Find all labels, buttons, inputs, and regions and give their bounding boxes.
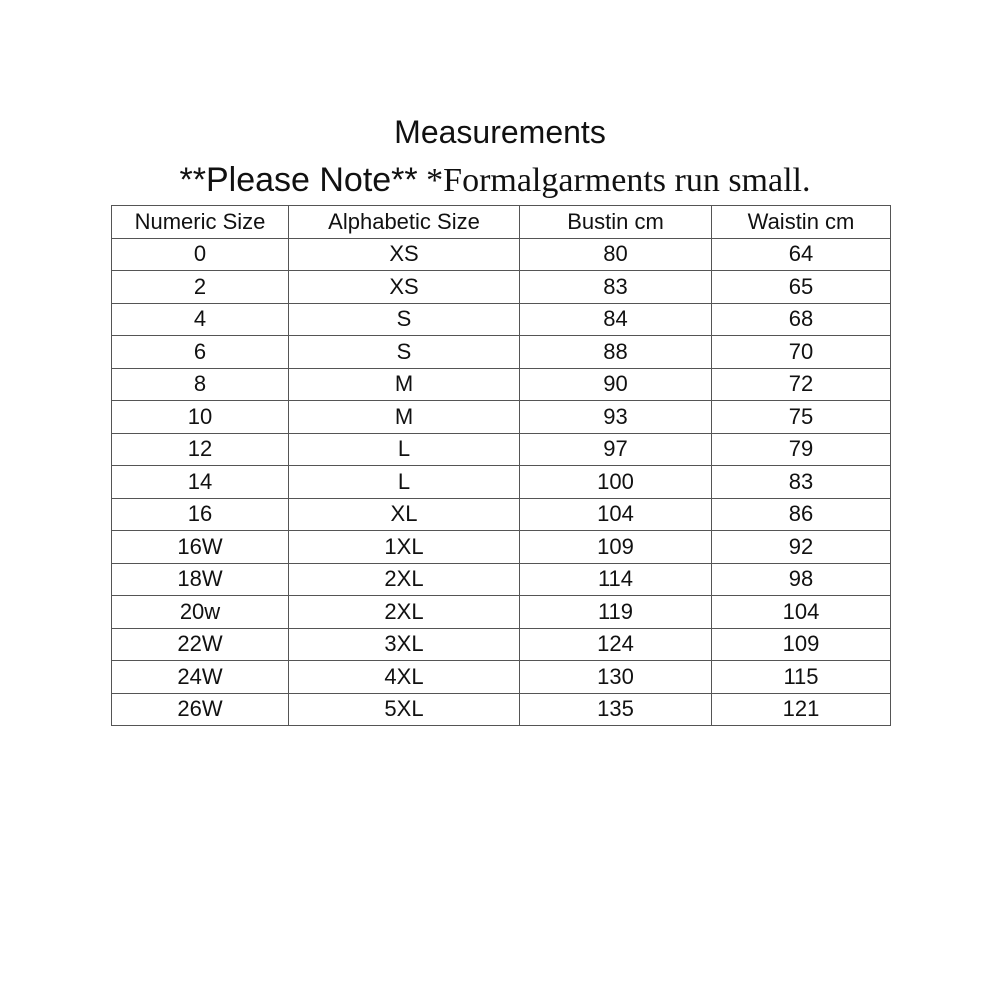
cell-alphabetic-size: L	[289, 466, 520, 499]
cell-bust-cm: 135	[520, 693, 712, 726]
cell-numeric-size: 18W	[112, 563, 289, 596]
cell-bust-cm: 80	[520, 238, 712, 271]
cell-alphabetic-size: 5XL	[289, 693, 520, 726]
header-row	[112, 206, 891, 239]
cell-waist-cm: 115	[712, 661, 891, 694]
cell-numeric-size: 24W	[112, 661, 289, 694]
cell-numeric-size: 12	[112, 433, 289, 466]
cell-bust-cm: 119	[520, 596, 712, 629]
cell-numeric-size: 4	[112, 303, 289, 336]
cell-waist-cm: 70	[712, 336, 891, 369]
cell-numeric-size: 26W	[112, 693, 289, 726]
cell-alphabetic-size: XS	[289, 238, 520, 271]
cell-numeric-size: 2	[112, 271, 289, 304]
table-row	[112, 531, 891, 564]
size-note	[0, 158, 990, 203]
cell-alphabetic-size: XS	[289, 271, 520, 304]
cell-waist-cm: 98	[712, 563, 891, 596]
table-body	[112, 238, 891, 726]
table-row	[112, 303, 891, 336]
cell-numeric-size: 22W	[112, 628, 289, 661]
cell-waist-cm: 75	[712, 401, 891, 434]
table-header	[112, 206, 891, 239]
table-row	[112, 628, 891, 661]
table-row	[112, 661, 891, 694]
cell-waist-cm: 83	[712, 466, 891, 499]
cell-numeric-size: 8	[112, 368, 289, 401]
cell-bust-cm: 100	[520, 466, 712, 499]
cell-numeric-size: 16	[112, 498, 289, 531]
table-row	[112, 336, 891, 369]
table-row	[112, 498, 891, 531]
cell-waist-cm: 79	[712, 433, 891, 466]
table-row	[112, 693, 891, 726]
cell-bust-cm: 93	[520, 401, 712, 434]
cell-waist-cm: 86	[712, 498, 891, 531]
table-row	[112, 563, 891, 596]
cell-bust-cm: 130	[520, 661, 712, 694]
cell-numeric-size: 6	[112, 336, 289, 369]
cell-waist-cm: 121	[712, 693, 891, 726]
cell-bust-cm: 97	[520, 433, 712, 466]
size-chart-table	[111, 205, 891, 726]
cell-numeric-size: 14	[112, 466, 289, 499]
cell-bust-cm: 83	[520, 271, 712, 304]
cell-bust-cm: 88	[520, 336, 712, 369]
header-numeric-size: Numeric Size	[112, 206, 289, 239]
table-row	[112, 401, 891, 434]
cell-alphabetic-size: S	[289, 336, 520, 369]
cell-bust-cm: 84	[520, 303, 712, 336]
cell-bust-cm: 90	[520, 368, 712, 401]
cell-numeric-size: 10	[112, 401, 289, 434]
cell-numeric-size: 0	[112, 238, 289, 271]
cell-bust-cm: 109	[520, 531, 712, 564]
cell-alphabetic-size: XL	[289, 498, 520, 531]
cell-alphabetic-size: L	[289, 433, 520, 466]
table-row	[112, 596, 891, 629]
header-waist-cm: Waistin cm	[712, 206, 891, 239]
cell-waist-cm: 92	[712, 531, 891, 564]
cell-waist-cm: 72	[712, 368, 891, 401]
cell-alphabetic-size: 2XL	[289, 563, 520, 596]
please-note-label: **Please Note**	[179, 161, 418, 199]
cell-bust-cm: 104	[520, 498, 712, 531]
table-row	[112, 466, 891, 499]
note-message: *Formalgarments run small.	[426, 162, 811, 199]
cell-waist-cm: 65	[712, 271, 891, 304]
cell-alphabetic-size: 3XL	[289, 628, 520, 661]
cell-waist-cm: 68	[712, 303, 891, 336]
cell-alphabetic-size: 1XL	[289, 531, 520, 564]
cell-bust-cm: 124	[520, 628, 712, 661]
page-title: Measurements	[394, 114, 606, 150]
header-bust-cm: Bustin cm	[520, 206, 712, 239]
table-row	[112, 271, 891, 304]
cell-numeric-size: 16W	[112, 531, 289, 564]
cell-bust-cm: 114	[520, 563, 712, 596]
cell-alphabetic-size: S	[289, 303, 520, 336]
cell-alphabetic-size: M	[289, 401, 520, 434]
table-row	[112, 433, 891, 466]
table-row	[112, 368, 891, 401]
cell-alphabetic-size: 4XL	[289, 661, 520, 694]
cell-alphabetic-size: 2XL	[289, 596, 520, 629]
cell-waist-cm: 104	[712, 596, 891, 629]
cell-waist-cm: 109	[712, 628, 891, 661]
table-row	[112, 238, 891, 271]
cell-numeric-size: 20w	[112, 596, 289, 629]
cell-waist-cm: 64	[712, 238, 891, 271]
header-alphabetic-size: Alphabetic Size	[289, 206, 520, 239]
cell-alphabetic-size: M	[289, 368, 520, 401]
